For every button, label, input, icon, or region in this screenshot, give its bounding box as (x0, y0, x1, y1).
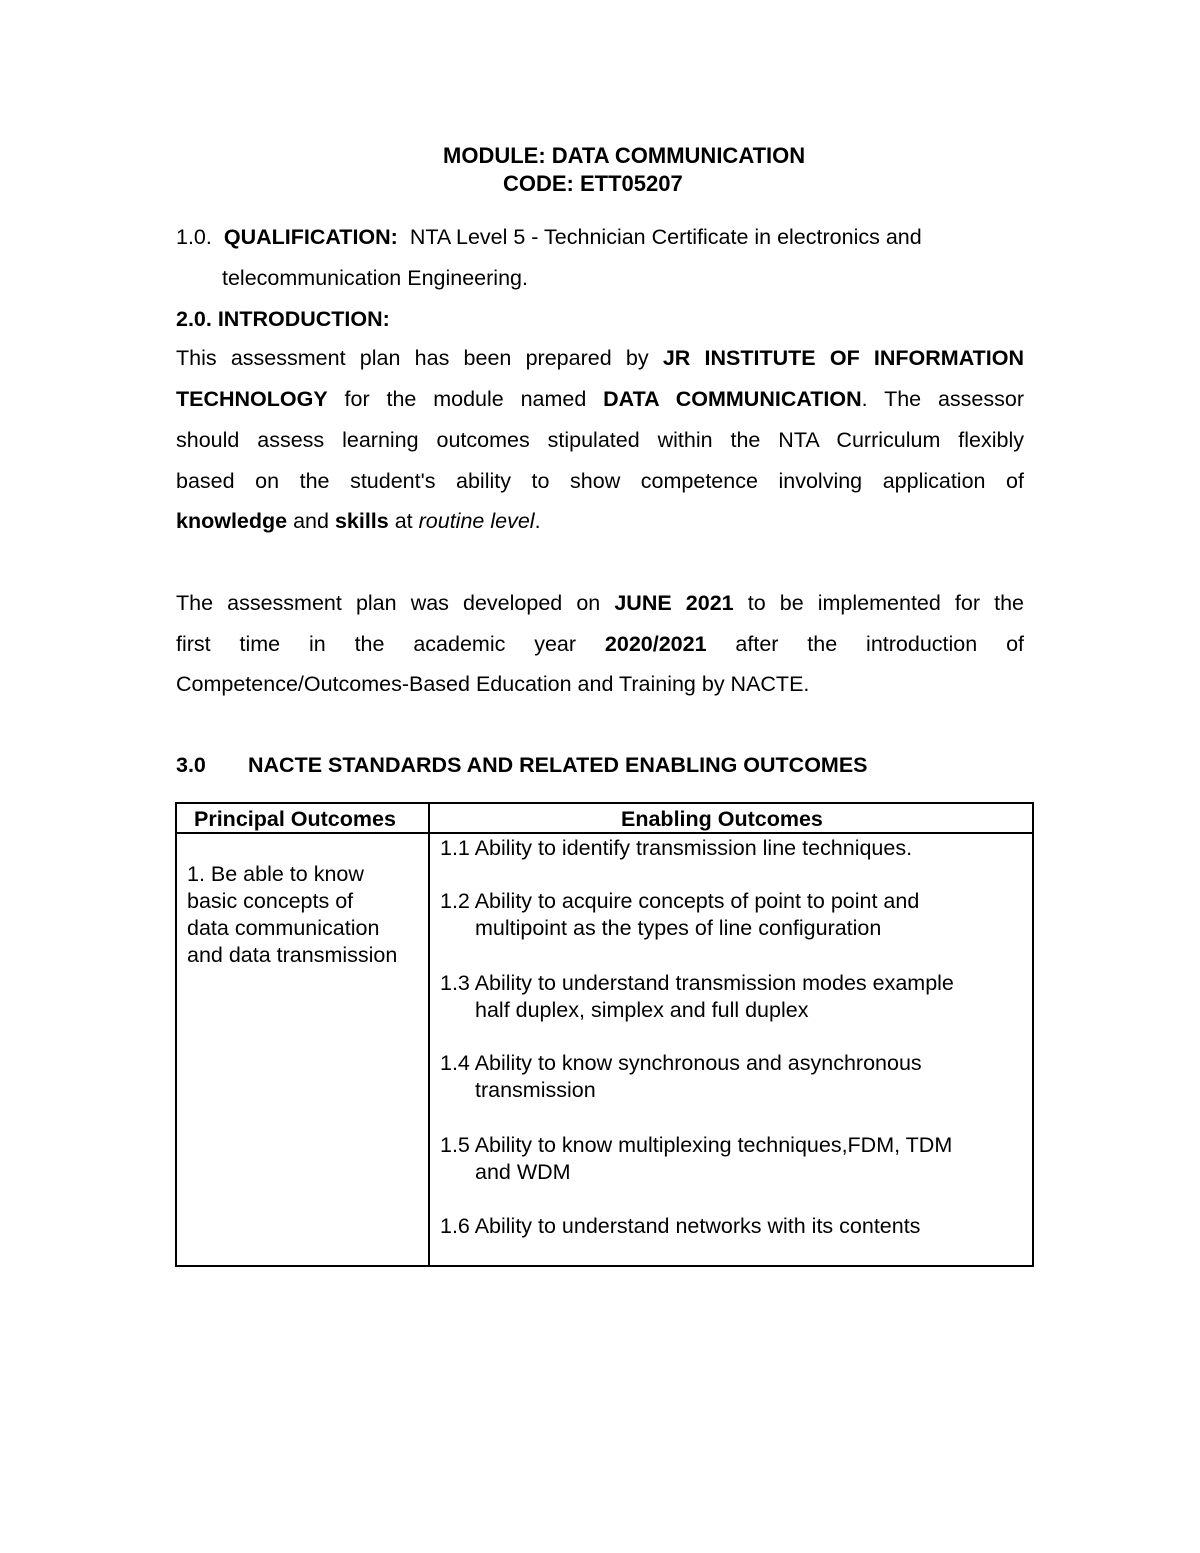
module-name: DATA COMMUNICATION (603, 387, 862, 411)
enabling-outcome-1-5 (440, 1132, 952, 1186)
outcome-number: 1.6 (440, 1214, 470, 1238)
principal-outcome-line: data communication (187, 916, 380, 940)
principal-outcome-line: and data transmission (187, 943, 398, 967)
outcome-text-cont: half duplex, simplex and full duplex (475, 998, 809, 1022)
development-date: JUNE 2021 (614, 591, 734, 615)
module-title: MODULE: DATA COMMUNICATION (443, 143, 806, 168)
academic-year: 2020/2021 (604, 632, 707, 656)
header-enabling-outcomes: Enabling Outcomes (621, 807, 823, 831)
qualification-line (176, 225, 922, 249)
intro-text: for the module named (327, 387, 604, 411)
intro-paragraph2-line (176, 632, 1024, 656)
outcome-number: 1.2 (440, 889, 470, 913)
module-code: CODE: ETT05207 (503, 171, 683, 196)
institute-name: JR INSTITUTE OF INFORMATION (662, 346, 1025, 370)
outcome-text-cont: and WDM (475, 1160, 571, 1184)
section3-number: 3.0 (176, 753, 206, 777)
enabling-outcome-1-1 (440, 835, 912, 862)
institute-name-cont: TECHNOLOGY (176, 387, 328, 411)
outcome-number: 1.1 (440, 836, 470, 860)
outcome-text: Ability to know multiplexing techniques,FDM, TDM (474, 1133, 953, 1157)
qualification-number: 1.0. (176, 225, 212, 249)
intro-text: first time in the academic year (176, 632, 605, 656)
section3-heading: NACTE STANDARDS AND RELATED ENABLING OUTCOMES (248, 753, 868, 777)
intro-text: This assessment plan has been prepared by (176, 346, 663, 370)
outcome-number: 1.4 (440, 1051, 470, 1075)
qualification-text: NTA Level 5 - Technician Certificate in electronics and (409, 225, 922, 249)
outcome-number: 1.3 (440, 971, 470, 995)
qualification-text-cont: telecommunication Engineering. (222, 266, 528, 290)
routine-level-term: routine level (418, 509, 535, 533)
intro-paragraph-line: based on the student's ability to show competence involving application of (176, 469, 1024, 493)
intro-paragraph2-line (176, 591, 1024, 615)
intro-text: to be implemented for the (733, 591, 1025, 615)
outcome-text-cont: transmission (475, 1078, 596, 1102)
knowledge-term: knowledge (176, 509, 288, 533)
outcome-text-cont: multipoint as the types of line configuration (475, 916, 882, 940)
outcome-text: Ability to know synchronous and asynchronous (474, 1051, 922, 1075)
enabling-outcome-1-4 (440, 1050, 922, 1104)
intro-text: at (388, 509, 419, 533)
enabling-outcome-1-2 (440, 888, 919, 942)
outcome-text: Ability to understand networks with its contents (474, 1214, 921, 1238)
outcome-text: Ability to identify transmission line techniques. (474, 836, 913, 860)
outcome-number: 1.5 (440, 1133, 470, 1157)
enabling-outcome-1-6 (440, 1213, 920, 1240)
intro-paragraph-line (176, 387, 1024, 411)
intro-text: . The assessor (861, 387, 1024, 411)
skills-term: skills (334, 509, 389, 533)
intro-text: and (287, 509, 335, 533)
header-principal-outcomes: Principal Outcomes (194, 807, 396, 831)
table-header-divider (175, 832, 1034, 834)
enabling-outcome-1-3 (440, 970, 954, 1024)
principal-outcome-line: basic concepts of (187, 889, 354, 913)
intro-text: The assessment plan was developed on (176, 591, 615, 615)
intro-paragraph-line (176, 509, 1024, 533)
outcome-text: Ability to acquire concepts of point to point and (474, 889, 920, 913)
introduction-heading: 2.0. INTRODUCTION: (176, 307, 390, 331)
principal-outcome-cell (187, 861, 397, 969)
qualification-label: QUALIFICATION: (223, 225, 398, 249)
intro-paragraph-line: should assess learning outcomes stipulated within the NTA Curriculum flexibly (176, 428, 1024, 452)
principal-outcome-line: 1. Be able to know (187, 862, 364, 886)
intro-paragraph-line (176, 346, 1024, 370)
table-column-divider (428, 802, 430, 1267)
intro-text: after the introduction of (706, 632, 1024, 656)
outcome-text: Ability to understand transmission modes example (474, 971, 954, 995)
intro-paragraph2-line: Competence/Outcomes-Based Education and Training by NACTE. (176, 672, 810, 696)
intro-text: . (534, 509, 541, 533)
